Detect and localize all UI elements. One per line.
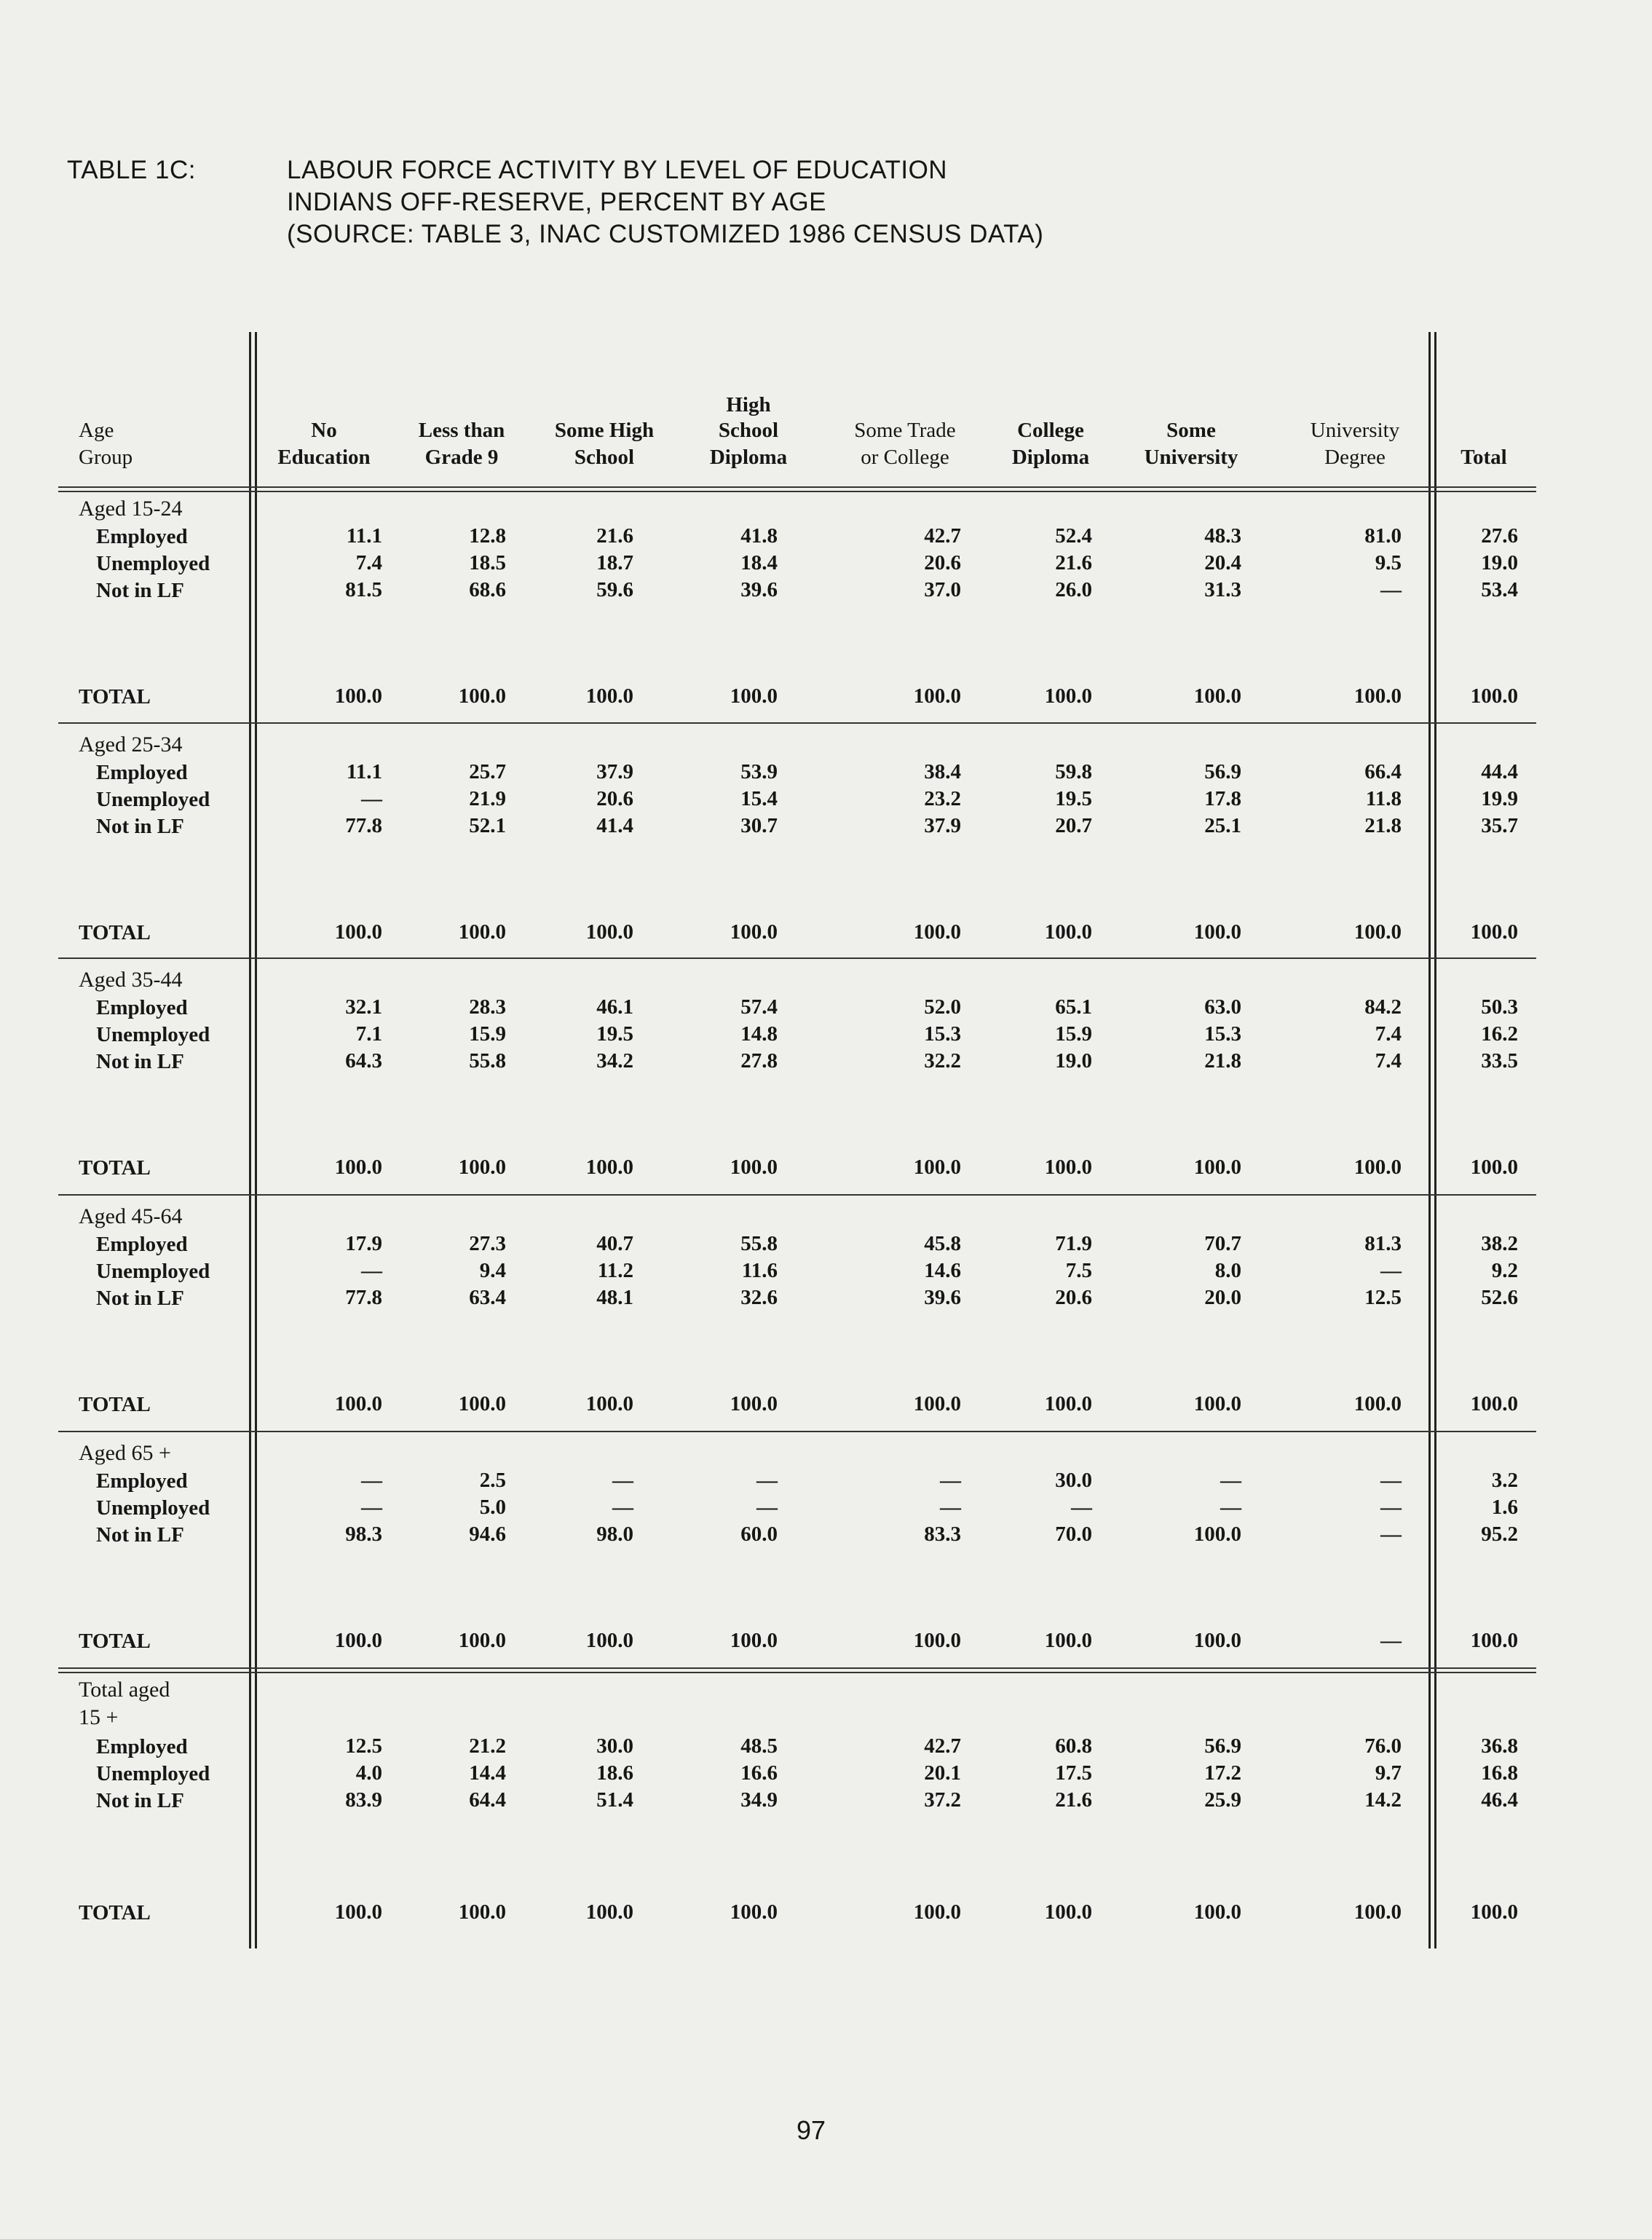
title-line-3: (SOURCE: TABLE 3, INAC CUSTOMIZED 1986 CENSUS DATA) — [287, 220, 1044, 248]
column-header-line2: Some — [1166, 419, 1216, 442]
table-cell: 25.7 — [469, 760, 506, 783]
table-cell-total: 100.0 — [458, 684, 506, 708]
table-cell: 33.5 — [1481, 1049, 1518, 1073]
table-cell-total: 100.0 — [1193, 1629, 1241, 1652]
table-cell: 56.9 — [1204, 760, 1241, 783]
table-cell: 19.0 — [1055, 1049, 1092, 1073]
table-cell-total: 100.0 — [730, 1156, 778, 1179]
table-cell: — — [1380, 1523, 1402, 1546]
group-separator — [58, 1194, 1536, 1196]
group-separator — [58, 1431, 1536, 1432]
table-cell: 15.9 — [469, 1022, 506, 1046]
table-cell: 36.8 — [1481, 1734, 1518, 1758]
table-cell: 20.6 — [1055, 1286, 1092, 1309]
table-cell-total: 100.0 — [1353, 684, 1402, 708]
table-cell: 23.2 — [924, 787, 961, 810]
table-cell-total: 100.0 — [1470, 1392, 1518, 1415]
table-cell: 81.5 — [345, 578, 382, 601]
table-cell: 37.9 — [924, 814, 961, 837]
table-cell: 3.2 — [1491, 1469, 1518, 1492]
table-cell-total: 100.0 — [585, 1392, 633, 1415]
table-cell: 18.7 — [596, 551, 633, 574]
table-cell: 12.5 — [1364, 1286, 1402, 1309]
table-cell: 25.1 — [1204, 814, 1241, 837]
table-cell: — — [1380, 1469, 1402, 1492]
table-cell-total: 100.0 — [1193, 684, 1241, 708]
table-cell: 4.0 — [355, 1761, 382, 1785]
table-cell: 98.3 — [345, 1523, 382, 1546]
table-cell: 95.2 — [1481, 1523, 1518, 1546]
table-cell-total: 100.0 — [1044, 1900, 1092, 1924]
group-separator — [58, 722, 1536, 724]
table-cell: 52.1 — [469, 814, 506, 837]
group-label: Aged 35-44 — [79, 968, 183, 992]
table-cell: 19.5 — [596, 1022, 633, 1046]
table-cell: 2.5 — [479, 1469, 506, 1492]
row-label-employed: Employed — [96, 1735, 188, 1758]
table-cell: 48.5 — [740, 1734, 778, 1758]
table-cell: 21.6 — [596, 524, 633, 548]
table-cell: 9.5 — [1375, 551, 1402, 574]
table-cell: 11.8 — [1365, 787, 1402, 810]
table-cell-total: 100.0 — [1470, 1900, 1518, 1924]
table-cell: 14.4 — [469, 1761, 506, 1785]
table-cell: 56.9 — [1204, 1734, 1241, 1758]
table-cell: 81.3 — [1364, 1232, 1402, 1255]
table-cell: — — [940, 1469, 961, 1492]
table-cell-total: 100.0 — [913, 684, 961, 708]
table-cell-total: 100.0 — [1353, 920, 1402, 944]
table-cell: 9.4 — [479, 1259, 506, 1282]
table-cell: 48.3 — [1204, 524, 1241, 548]
table-cell: 5.0 — [479, 1496, 506, 1519]
group-separator — [58, 957, 1536, 959]
table-cell: 19.9 — [1481, 787, 1518, 810]
table-cell-total: 100.0 — [1044, 1629, 1092, 1652]
vertical-rule-left-2 — [255, 332, 257, 1948]
table-cell: 12.5 — [345, 1734, 382, 1758]
title-line-1: LABOUR FORCE ACTIVITY BY LEVEL OF EDUCATION — [287, 156, 948, 184]
table-cell: 7.1 — [355, 1022, 382, 1046]
table-cell: 11.2 — [597, 1259, 633, 1282]
table-cell: 9.2 — [1491, 1259, 1518, 1282]
table-cell-total: 100.0 — [334, 1629, 382, 1652]
table-cell: — — [1071, 1496, 1092, 1519]
column-header-line2: College — [1017, 419, 1084, 442]
table-cell-total: 100.0 — [1044, 1392, 1092, 1415]
table-cell: 7.5 — [1065, 1259, 1092, 1282]
table-cell-total: 100.0 — [913, 1629, 961, 1652]
column-header-line3: Group — [79, 446, 133, 469]
table-cell: — — [756, 1469, 778, 1492]
table-cell: 14.8 — [740, 1022, 778, 1046]
table-cell: 18.4 — [740, 551, 778, 574]
table-cell-total: 100.0 — [730, 920, 778, 944]
row-label-unemployed: Unemployed — [96, 1762, 210, 1785]
table-cell: 42.7 — [924, 524, 961, 548]
table-cell-total: 100.0 — [458, 1156, 506, 1179]
table-cell: 11.1 — [346, 760, 382, 783]
table-cell: 65.1 — [1055, 995, 1092, 1019]
table-cell: 25.9 — [1204, 1788, 1241, 1812]
table-cell: 68.6 — [469, 578, 506, 601]
table-cell: 30.0 — [1055, 1469, 1092, 1492]
table-cell: 20.1 — [924, 1761, 961, 1785]
table-cell: 27.6 — [1481, 524, 1518, 548]
table-cell: 15.4 — [740, 787, 778, 810]
column-header-line3: Grade 9 — [424, 446, 499, 469]
table-cell: 63.4 — [469, 1286, 506, 1309]
table-cell-total: 100.0 — [1044, 920, 1092, 944]
table-cell: 20.6 — [596, 787, 633, 810]
table-cell: 16.2 — [1481, 1022, 1518, 1046]
table-cell: 21.9 — [469, 787, 506, 810]
title-line-2: INDIANS OFF-RESERVE, PERCENT BY AGE — [287, 188, 827, 216]
table-cell-total: 100.0 — [1470, 1629, 1518, 1652]
table-cell-total: 100.0 — [334, 1392, 382, 1415]
row-label-total: TOTAL — [79, 921, 151, 944]
table-cell: 37.0 — [924, 578, 961, 601]
table-cell: 46.4 — [1481, 1788, 1518, 1812]
table-cell: 48.1 — [596, 1286, 633, 1309]
table-cell: 55.8 — [740, 1232, 778, 1255]
row-label-unemployed: Unemployed — [96, 1260, 210, 1283]
table-cell-total: 100.0 — [1193, 920, 1241, 944]
table-cell: 15.3 — [924, 1022, 961, 1046]
table-cell-total: 100.0 — [1353, 1156, 1402, 1179]
table-cell: 60.0 — [740, 1523, 778, 1546]
vertical-rule-left — [249, 332, 251, 1948]
table-cell-total: 100.0 — [1193, 1392, 1241, 1415]
column-header-line3: University — [1144, 446, 1238, 469]
table-cell: 42.7 — [924, 1734, 961, 1758]
row-label-total: TOTAL — [79, 1901, 151, 1924]
table-cell: 16.6 — [740, 1761, 778, 1785]
table-cell-total: 100.0 — [1470, 684, 1518, 708]
header-rule — [58, 486, 1536, 492]
column-header-line3: or College — [861, 446, 949, 469]
column-header-line2: Some High — [554, 419, 655, 442]
table-cell: 53.9 — [740, 760, 778, 783]
table-cell: 21.8 — [1204, 1049, 1241, 1073]
table-cell-total: — — [1380, 1629, 1402, 1652]
table-cell: — — [1380, 1496, 1402, 1519]
column-header-line2: Less than — [418, 419, 505, 442]
column-header-line3: Degree — [1324, 446, 1386, 469]
table-cell: 30.0 — [596, 1734, 633, 1758]
table-cell-total: 100.0 — [585, 1900, 633, 1924]
table-cell: 18.6 — [596, 1761, 633, 1785]
table-cell-total: 100.0 — [1353, 1900, 1402, 1924]
row-label-total: TOTAL — [79, 685, 151, 708]
table-cell-total: 100.0 — [334, 920, 382, 944]
row-label-unemployed: Unemployed — [96, 1023, 210, 1046]
table-cell: 83.9 — [345, 1788, 382, 1812]
table-cell-total: 100.0 — [913, 1156, 961, 1179]
table-cell: 53.4 — [1481, 578, 1518, 601]
table-cell-total: 100.0 — [334, 684, 382, 708]
table-cell-total: 100.0 — [730, 1392, 778, 1415]
table-cell: 71.9 — [1055, 1232, 1092, 1255]
table-cell: 66.4 — [1364, 760, 1402, 783]
table-cell: 55.8 — [469, 1049, 506, 1073]
table-cell: 20.0 — [1204, 1286, 1241, 1309]
table-cell-total: 100.0 — [334, 1900, 382, 1924]
table-cell: 70.0 — [1055, 1523, 1092, 1546]
row-label-employed: Employed — [96, 996, 188, 1019]
table-cell-total: 100.0 — [1470, 1156, 1518, 1179]
table-cell: 15.9 — [1055, 1022, 1092, 1046]
table-cell: — — [1220, 1496, 1241, 1519]
row-label-employed: Employed — [96, 761, 188, 784]
table-cell: 15.3 — [1204, 1022, 1241, 1046]
row-label-employed: Employed — [96, 525, 188, 548]
row-label-total: TOTAL — [79, 1393, 151, 1416]
table-cell-total: 100.0 — [913, 1392, 961, 1415]
table-cell-total: 100.0 — [1193, 1900, 1241, 1924]
table-cell: 34.2 — [596, 1049, 633, 1073]
table-cell: 35.7 — [1481, 814, 1518, 837]
table-cell-total: 100.0 — [458, 1392, 506, 1415]
table-cell: 37.9 — [596, 760, 633, 783]
table-cell: 39.6 — [740, 578, 778, 601]
table-cell: — — [1380, 578, 1402, 601]
table-cell-total: 100.0 — [1193, 1156, 1241, 1179]
table-cell: 38.2 — [1481, 1232, 1518, 1255]
table-cell: 40.7 — [596, 1232, 633, 1255]
table-cell: 37.2 — [924, 1788, 961, 1812]
table-cell: 20.6 — [924, 551, 961, 574]
table-cell: — — [756, 1496, 778, 1519]
table-cell: 45.8 — [924, 1232, 961, 1255]
column-header-line3: Education — [277, 446, 371, 469]
table-cell: 50.3 — [1481, 995, 1518, 1019]
table-cell: 17.2 — [1204, 1761, 1241, 1785]
table-cell: — — [1380, 1259, 1402, 1282]
table-cell-total: 100.0 — [585, 1156, 633, 1179]
table-cell-total: 100.0 — [1353, 1392, 1402, 1415]
table-cell: 21.8 — [1364, 814, 1402, 837]
table-cell: 76.0 — [1364, 1734, 1402, 1758]
table-cell-total: 100.0 — [585, 684, 633, 708]
table-cell: 28.3 — [469, 995, 506, 1019]
table-cell: 41.4 — [596, 814, 633, 837]
table-cell: 21.6 — [1055, 551, 1092, 574]
table-cell-total: 100.0 — [1044, 684, 1092, 708]
table-cell: 21.2 — [469, 1734, 506, 1758]
table-cell: 64.3 — [345, 1049, 382, 1073]
column-header-line2: University — [1310, 419, 1400, 442]
table-cell: 32.1 — [345, 995, 382, 1019]
table-cell: 44.4 — [1481, 760, 1518, 783]
table-cell: 81.0 — [1364, 524, 1402, 548]
table-cell: 46.1 — [596, 995, 633, 1019]
table-cell: 7.4 — [1375, 1022, 1402, 1046]
row-label-total: TOTAL — [79, 1156, 151, 1180]
row-label-not-in-lf: Not in LF — [96, 1287, 184, 1310]
table-cell-total: 100.0 — [458, 920, 506, 944]
row-label-not-in-lf: Not in LF — [96, 579, 184, 602]
table-cell: 17.9 — [345, 1232, 382, 1255]
column-header-line3: Total — [1461, 446, 1507, 469]
row-label-not-in-lf: Not in LF — [96, 1523, 184, 1547]
table-cell-total: 100.0 — [730, 1629, 778, 1652]
table-cell: 77.8 — [345, 1286, 382, 1309]
table-cell-total: 100.0 — [458, 1900, 506, 1924]
table-cell: 8.0 — [1214, 1259, 1241, 1282]
table-cell: 52.6 — [1481, 1286, 1518, 1309]
table-cell: 17.5 — [1055, 1761, 1092, 1785]
table-cell-total: 100.0 — [913, 1900, 961, 1924]
table-cell: 39.6 — [924, 1286, 961, 1309]
table-cell-total: 100.0 — [334, 1156, 382, 1179]
table-cell-total: 100.0 — [458, 1629, 506, 1652]
table-cell-total: 100.0 — [730, 684, 778, 708]
table-cell: 30.7 — [740, 814, 778, 837]
table-cell: 84.2 — [1364, 995, 1402, 1019]
group-label: Aged 45-64 — [79, 1204, 183, 1228]
row-label-not-in-lf: Not in LF — [96, 815, 184, 838]
table-cell-total: 100.0 — [913, 920, 961, 944]
table-cell: 57.4 — [740, 995, 778, 1019]
row-label-employed: Employed — [96, 1469, 188, 1493]
table-cell: 21.6 — [1055, 1788, 1092, 1812]
page-number: 97 — [797, 2115, 826, 2145]
column-header-line3: School — [574, 446, 635, 469]
table-cell: 11.6 — [741, 1259, 778, 1282]
column-header-line2: Some Trade — [854, 419, 956, 442]
table-cell: 100.0 — [1193, 1523, 1241, 1546]
table-cell: 27.8 — [740, 1049, 778, 1073]
table-cell: 18.5 — [469, 551, 506, 574]
table-cell: 31.3 — [1204, 578, 1241, 601]
table-cell: 98.0 — [596, 1523, 633, 1546]
table-cell: 32.2 — [924, 1049, 961, 1073]
table-cell: 17.8 — [1204, 787, 1241, 810]
column-header-line2: No — [311, 419, 337, 442]
table-cell: 26.0 — [1055, 578, 1092, 601]
table-cell: 11.1 — [346, 524, 382, 548]
table-cell: 16.8 — [1481, 1761, 1518, 1785]
table-cell: 60.8 — [1055, 1734, 1092, 1758]
group-label: Aged 15-24 — [79, 497, 183, 521]
table-cell: 27.3 — [469, 1232, 506, 1255]
table-cell: 20.7 — [1055, 814, 1092, 837]
row-label-not-in-lf: Not in LF — [96, 1789, 184, 1812]
table-cell: 41.8 — [740, 524, 778, 548]
table-cell: 7.4 — [355, 551, 382, 574]
group-label-line2: 15 + — [79, 1705, 119, 1729]
group-label: Aged 25-34 — [79, 732, 183, 757]
column-header-line2: School — [718, 419, 779, 442]
column-header-line2: Age — [79, 419, 114, 442]
table-cell-total: 100.0 — [585, 1629, 633, 1652]
group-label: Total aged — [79, 1678, 170, 1702]
row-label-unemployed: Unemployed — [96, 788, 210, 811]
table-cell: 77.8 — [345, 814, 382, 837]
table-cell: 63.0 — [1204, 995, 1241, 1019]
row-label-not-in-lf: Not in LF — [96, 1050, 184, 1073]
table-cell: 38.4 — [924, 760, 961, 783]
column-header-line1: High — [726, 393, 771, 416]
table-cell: 32.6 — [740, 1286, 778, 1309]
table-cell: 20.4 — [1204, 551, 1241, 574]
column-header-line3: Diploma — [1011, 446, 1090, 469]
table-cell: — — [361, 1259, 382, 1282]
table-cell: — — [361, 787, 382, 810]
table-cell: 59.6 — [596, 578, 633, 601]
table-cell: — — [361, 1469, 382, 1492]
row-label-unemployed: Unemployed — [96, 1496, 210, 1520]
table-cell: 52.0 — [924, 995, 961, 1019]
table-cell-total: 100.0 — [585, 920, 633, 944]
row-label-employed: Employed — [96, 1233, 188, 1256]
table-cell: — — [612, 1496, 633, 1519]
table-cell-total: 100.0 — [730, 1900, 778, 1924]
table-cell: — — [612, 1469, 633, 1492]
table-cell: 7.4 — [1375, 1049, 1402, 1073]
table-cell: — — [940, 1496, 961, 1519]
table-cell: 1.6 — [1491, 1496, 1518, 1519]
table-cell: 14.2 — [1364, 1788, 1402, 1812]
table-cell: 94.6 — [469, 1523, 506, 1546]
table-cell: 52.4 — [1055, 524, 1092, 548]
table-cell: 19.5 — [1055, 787, 1092, 810]
table-cell: 59.8 — [1055, 760, 1092, 783]
table-cell: 14.6 — [924, 1259, 961, 1282]
table-cell: 83.3 — [924, 1523, 961, 1546]
table-cell-total: 100.0 — [1044, 1156, 1092, 1179]
table-cell: 64.4 — [469, 1788, 506, 1812]
table-cell-total: 100.0 — [1470, 920, 1518, 944]
table-cell: 19.0 — [1481, 551, 1518, 574]
row-label-unemployed: Unemployed — [96, 552, 210, 575]
table-cell: 34.9 — [740, 1788, 778, 1812]
column-header-line3: Diploma — [709, 446, 788, 469]
table-cell: 9.7 — [1375, 1761, 1402, 1785]
table-cell: 12.8 — [469, 524, 506, 548]
group-label: Aged 65 + — [79, 1441, 171, 1465]
table-cell: — — [361, 1496, 382, 1519]
table-cell: 51.4 — [596, 1788, 633, 1812]
group-separator — [58, 1667, 1536, 1673]
row-label-total: TOTAL — [79, 1630, 151, 1653]
table-label: TABLE 1C: — [67, 156, 196, 184]
table-cell: 70.7 — [1204, 1232, 1241, 1255]
table-cell: — — [1220, 1469, 1241, 1492]
